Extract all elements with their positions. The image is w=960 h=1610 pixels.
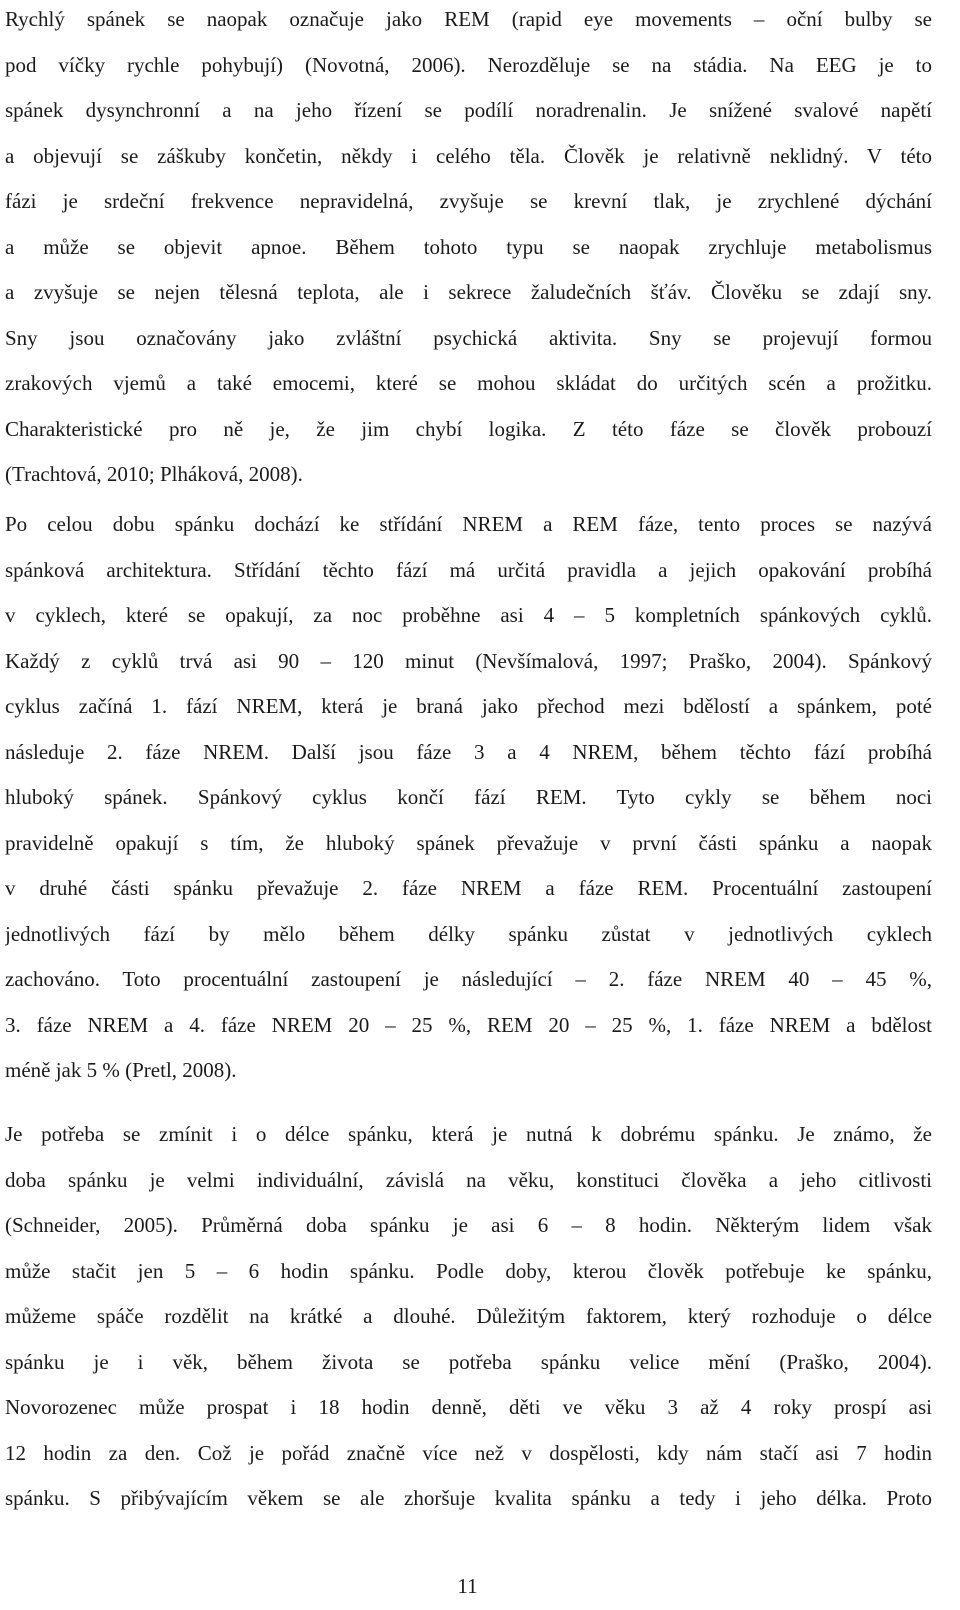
text-line: pod víčky rychle pohybují) (Novotná, 2006). Nerozděluje se na stádia. Na EEG je to: [5, 52, 932, 77]
text-line: doba spánku je velmi individuální, závislá na věku, konstituci člověka a jeho citlivosti: [5, 1167, 932, 1192]
text-line: fázi je srdeční frekvence nepravidelná, zvyšuje se krevní tlak, je zrychlené dýchání: [5, 189, 932, 213]
text-line: a může se objevit apnoe. Během tohoto typu se naopak zrychluje metabolismus: [5, 234, 932, 259]
text-line: v druhé části spánku převažuje 2. fáze NREM a fáze REM. Procentuální zastoupení: [5, 876, 932, 900]
text-line: Každý z cyklů trvá asi 90 – 120 minut (Nevšímalová, 1997; Praško, 2004). Spánkový: [5, 648, 932, 673]
paragraph-sleep-duration: [5, 1112, 932, 1522]
text-line: spánku. S přibývajícím věkem se ale zhoršuje kvalita spánku a tedy i jeho délka. Proto: [5, 1486, 932, 1510]
text-line: zachováno. Toto procentuální zastoupení je následující – 2. fáze NREM 40 – 45 %,: [5, 967, 932, 991]
text-line: pravidelně opakují s tím, že hluboký spánek převažuje v první části spánku a naopak: [5, 830, 932, 855]
text-line: a objevují se záškuby končetin, někdy i celého těla. Člověk je relativně neklidný. V této: [5, 143, 932, 168]
text-line: Po celou dobu spánku dochází ke střídání NREM a REM fáze, tento proces se nazývá: [5, 512, 932, 536]
text-line: (Schneider, 2005). Průměrná doba spánku je asi 6 – 8 hodin. Některým lidem však: [5, 1213, 932, 1237]
text-line: zrakových vjemů a také emocemi, které se mohou skládat do určitých scén a prožitku.: [5, 371, 932, 395]
text-line: jednotlivých fází by mělo během délky spánku zůstat v jednotlivých cyklech: [5, 921, 932, 946]
page-number: 11: [457, 1574, 478, 1598]
text-line: méně jak 5 % (Pretl, 2008).: [5, 1058, 237, 1082]
text-line: následuje 2. fáze NREM. Další jsou fáze 3 a 4 NREM, během těchto fází probíhá: [5, 739, 932, 764]
paragraph-rem-sleep: [5, 0, 932, 498]
text-line: cyklus začíná 1. fází NREM, která je braná jako přechod mezi bdělostí a spánkem, poté: [5, 694, 932, 718]
text-line: můžeme spáče rozdělit na krátké a dlouhé. Důležitým faktorem, který rozhoduje o délce: [5, 1304, 932, 1328]
text-line: Novorozenec může prospat i 18 hodin denně, děti ve věku 3 až 4 roky prospí asi: [5, 1395, 932, 1419]
text-line: Je potřeba se zmínit i o délce spánku, která je nutná k dobrému spánku. Je známo, že: [5, 1122, 932, 1146]
text-line: a zvyšuje se nejen tělesná teplota, ale i sekrece žaludečních šťáv. Člověku se zdají sny.: [5, 280, 932, 304]
text-line: v cyklech, které se opakují, za noc proběhne asi 4 – 5 kompletních spánkových cyklů.: [5, 603, 932, 627]
text-line: Rychlý spánek se naopak označuje jako REM (rapid eye movements – oční bulby se: [5, 7, 932, 31]
text-line: spánková architektura. Střídání těchto fází má určitá pravidla a jejich opakování probíhá: [5, 557, 932, 582]
text-line: 3. fáze NREM a 4. fáze NREM 20 – 25 %, REM 20 – 25 %, 1. fáze NREM a bdělost: [5, 1012, 932, 1037]
paragraph-sleep-architecture: [5, 502, 932, 1094]
text-line: Charakteristické pro ně je, že jim chybí logika. Z této fáze se člověk probouzí: [5, 416, 932, 441]
text-line: spánek dysynchronní a na jeho řízení se podílí noradrenalin. Je snížené svalové napětí: [5, 98, 932, 122]
text-line: Sny jsou označovány jako zvláštní psychická aktivita. Sny se projevují formou: [5, 325, 932, 350]
text-line: (Trachtová, 2010; Plháková, 2008).: [5, 462, 303, 486]
text-line: spánku je i věk, během života se potřeba spánku velice mění (Praško, 2004).: [5, 1349, 932, 1374]
text-line: může stačit jen 5 – 6 hodin spánku. Podle doby, kterou člověk potřebuje ke spánku,: [5, 1258, 932, 1283]
text-line: hluboký spánek. Spánkový cyklus končí fází REM. Tyto cykly se během noci: [5, 785, 932, 809]
text-line: 12 hodin za den. Což je pořád značně více než v dospělosti, kdy nám stačí asi 7 hodin: [5, 1440, 932, 1465]
